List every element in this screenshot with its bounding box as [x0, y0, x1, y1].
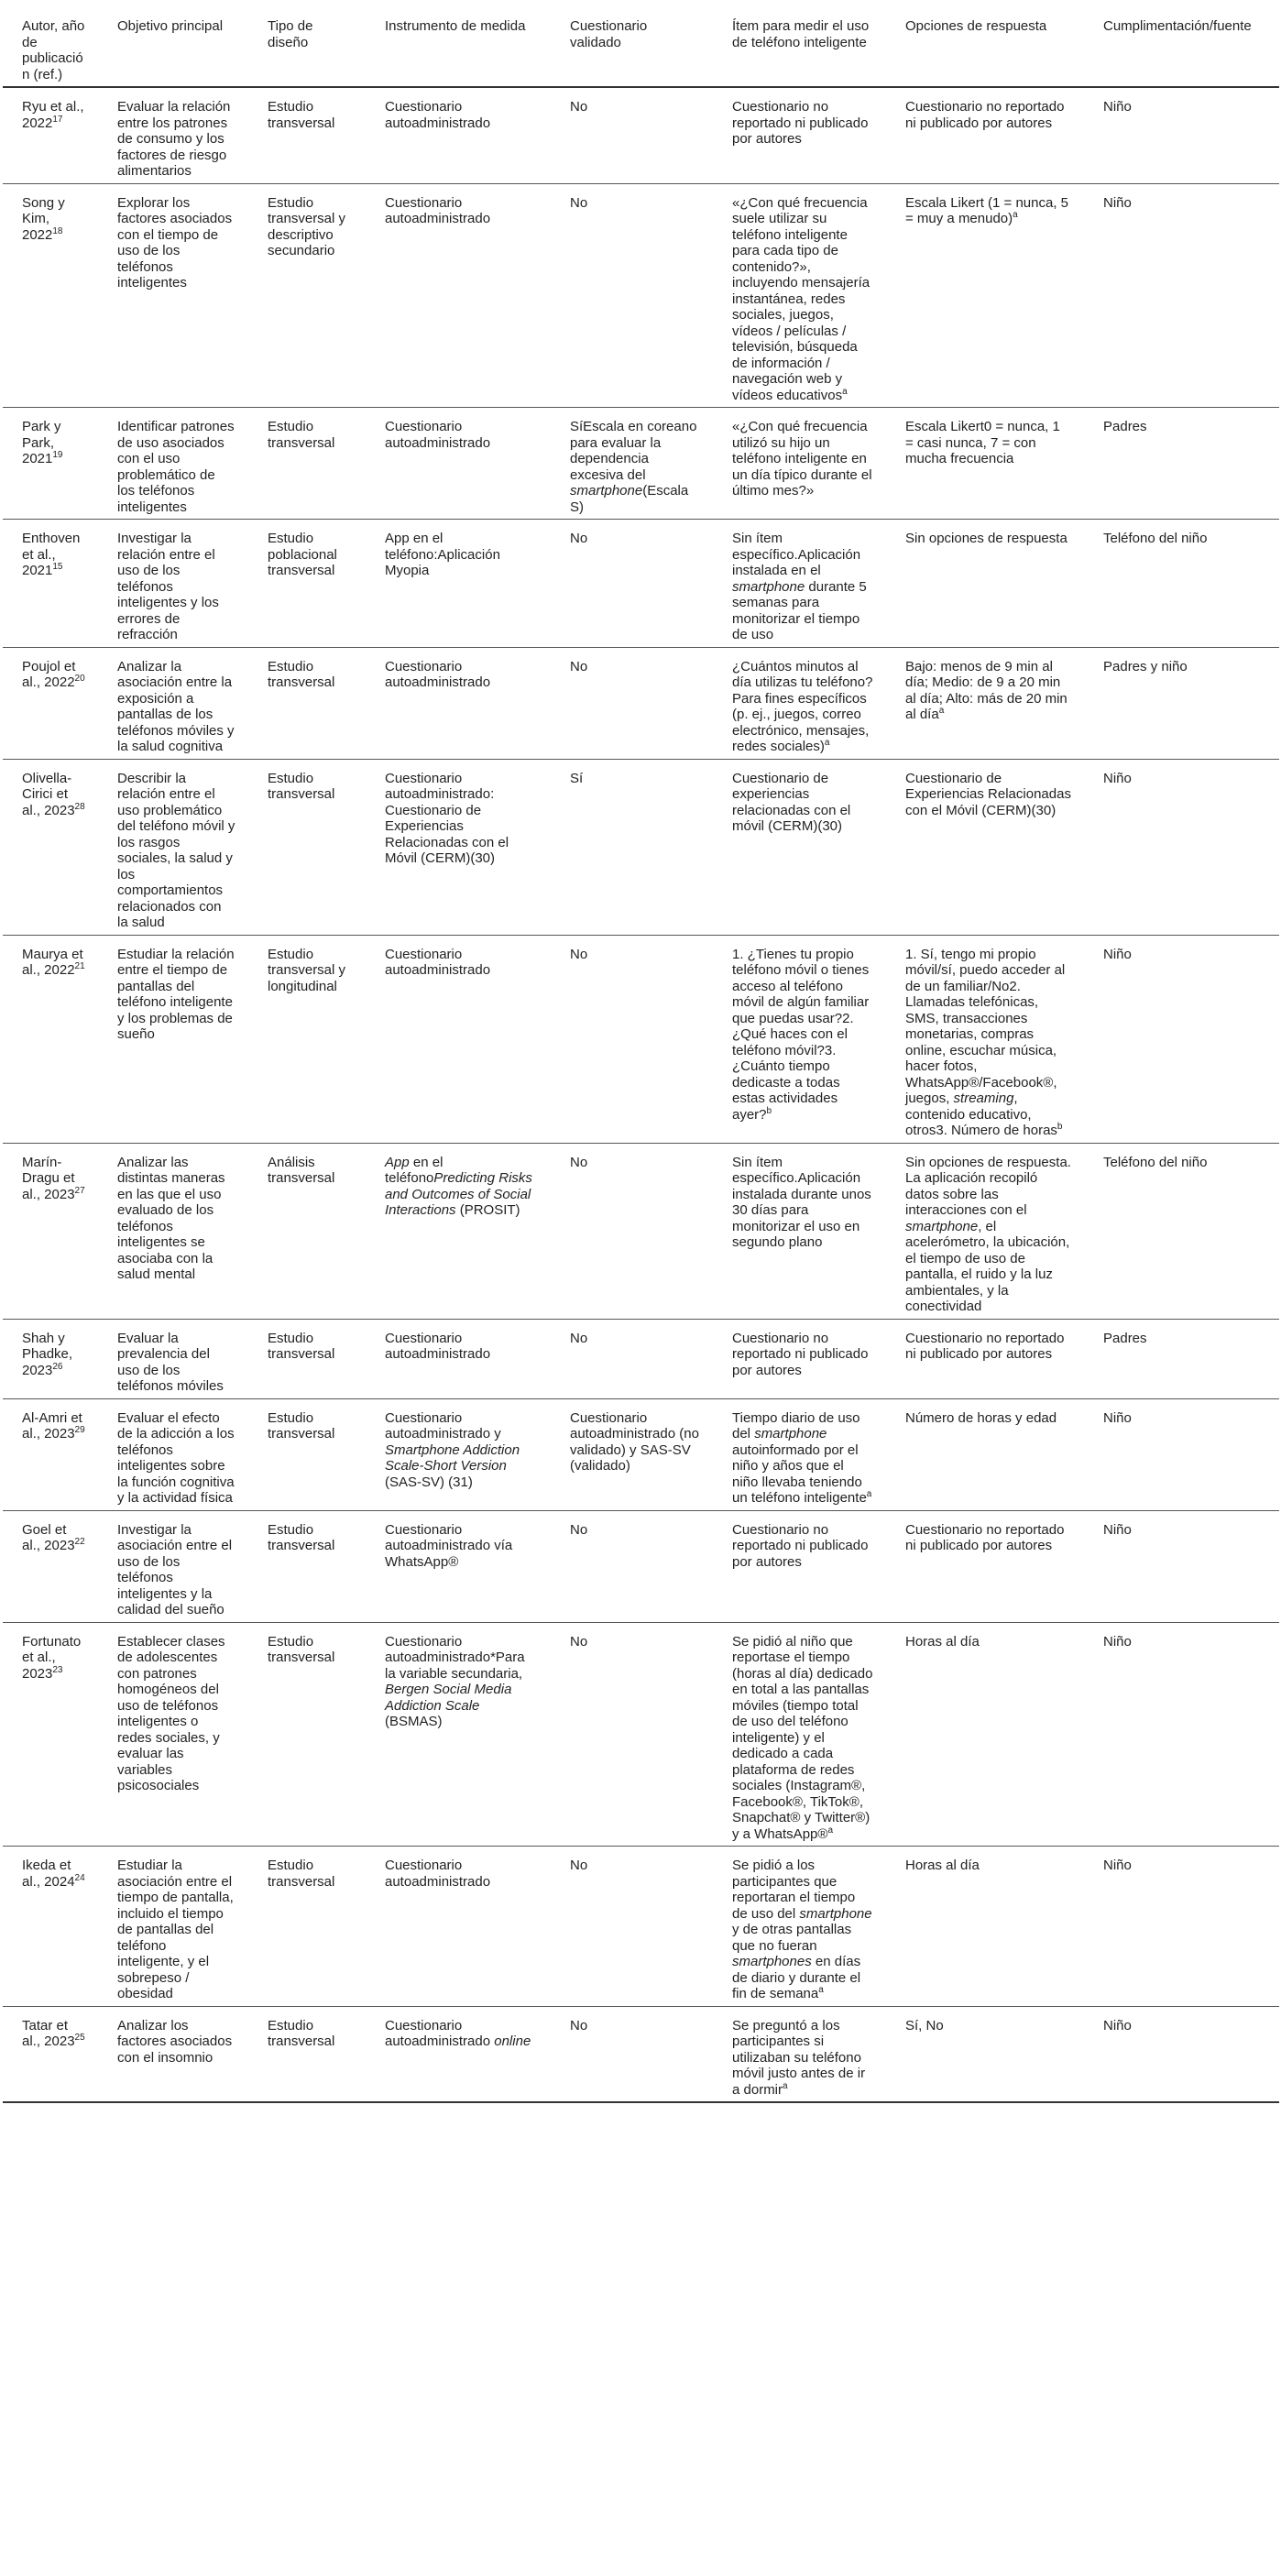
options-text-end: , el acelerómetro, la ubicación, el tiempo de uso de pantalla, el ruido y la luz ambientales, y la conectividad: [905, 1218, 1070, 1314]
cell-options: Número de horas y edad: [905, 1409, 1057, 1426]
options-text: Bajo: menos de 9 min al día; Medio: de 9 a 20 min al día; Alto: más de 20 min al día: [905, 658, 1068, 722]
cell-item: [713, 1847, 886, 2007]
cell-item: [713, 2006, 886, 2102]
cell-author: [3, 1622, 98, 1847]
cell-source: Niño: [1103, 1409, 1132, 1426]
cell-design: Estudio transversal: [268, 1858, 335, 1890]
cell-options: Cuestionario no reportado ni publicado por autores: [905, 99, 1065, 131]
cell-item: [713, 1622, 886, 1847]
cell-options: [886, 1143, 1084, 1319]
cell-instrument: App en el teléfono:Aplicación Myopia: [385, 531, 500, 578]
options-text-end: , contenido educativo, otros3. Número de horas: [905, 1091, 1057, 1138]
options-text: 1. Sí, tengo mi propio móvil/sí, puedo acceder al de un familiar/No2. Llamadas telefónicas, SMS, transacciones monetarias, compras online, escuchar música, hacer fotos, WhatsApp®/Facebook®, juegos,: [905, 946, 1066, 1106]
cell-author: [3, 1319, 98, 1398]
cell-instrument: Cuestionario autoadministrado: [385, 419, 491, 451]
cell-options: Cuestionario no reportado ni publicado por autores: [905, 1521, 1065, 1553]
table-row: [3, 1398, 1279, 1510]
instrument-text-end: (BSMAS): [385, 1714, 443, 1729]
instrument-term: App: [385, 1154, 410, 1170]
cell-objective: Describir la relación entre el uso problemático del teléfono móvil y los rasgos sociales, la salud y los comportamientos relacionados con la salud: [117, 770, 235, 930]
item-text-middle: y de otras pantallas que no fueran: [732, 1922, 852, 1954]
reference-number: 20: [74, 674, 85, 684]
author-text: Ikeda et al., 2024: [22, 1858, 75, 1890]
cell-options: Sí, No: [905, 2017, 944, 2033]
cell-author: [3, 1398, 98, 1510]
reference-number: 25: [74, 2033, 85, 2043]
table-row: [3, 1622, 1279, 1847]
header-row: [3, 4, 1279, 87]
instrument-text: Cuestionario autoadministrado y: [385, 1409, 501, 1441]
author-text: Ryu et al., 2022: [22, 99, 84, 131]
table-body: [3, 87, 1279, 2102]
cell-source: Niño: [1103, 770, 1132, 786]
author-text: Al-Amri et al., 2023: [22, 1409, 82, 1441]
author-text: Song y Kim, 2022: [22, 194, 65, 243]
cell-options: [886, 647, 1084, 759]
validated-text: SíEscala en coreano para evaluar la dependencia excesiva del: [570, 419, 697, 483]
cell-design: Estudio transversal: [268, 1330, 335, 1362]
cell-author: [3, 759, 98, 935]
cell-design: Estudio poblacional transversal: [268, 531, 337, 578]
instrument-text: Cuestionario autoadministrado*Para la variable secundaria,: [385, 1633, 525, 1682]
cell-source: Niño: [1103, 194, 1132, 211]
cell-validated: No: [570, 1633, 588, 1650]
header-validated: Cuestionario validado: [551, 4, 713, 87]
cell-options: Cuestionario no reportado ni publicado por autores: [905, 1330, 1065, 1362]
reference-number: 29: [74, 1425, 85, 1435]
reference-number: 21: [74, 961, 85, 971]
cell-design: Estudio transversal: [268, 1633, 335, 1665]
item-term: smartphone: [732, 578, 805, 595]
cell-source: Niño: [1103, 1858, 1132, 1873]
cell-options: Horas al día: [905, 1633, 980, 1650]
validated-term: smartphone: [570, 483, 643, 499]
header-item: Ítem para medir el uso de teléfono inteligente: [713, 4, 886, 87]
cell-item: [713, 935, 886, 1143]
cell-objective: Investigar la asociación entre el uso de los teléfonos inteligentes y la calidad del sueño: [117, 1521, 233, 1617]
cell-source: Niño: [1103, 946, 1132, 962]
item-term: smartphone: [799, 1905, 872, 1922]
item-text: Se pidió a los participantes que reportaran el tiempo de uso del: [732, 1858, 856, 1922]
cell-design: Estudio transversal: [268, 1409, 335, 1441]
validated-text-end: (Escala S): [570, 483, 689, 515]
header-source: Cumplimentación/fuente: [1084, 4, 1279, 87]
cell-item: Cuestionario no reportado ni publicado por autores: [732, 99, 869, 147]
cell-item: Cuestionario de experiencias relacionadas con el móvil (CERM)(30): [732, 770, 851, 834]
cell-item: Cuestionario no reportado ni publicado por autores: [732, 1330, 869, 1378]
author-text: Marín-Dragu et al., 2023: [22, 1154, 75, 1202]
table-header: [3, 4, 1279, 87]
reference-number: 15: [52, 562, 63, 572]
cell-author: [3, 1847, 98, 2007]
cell-options: Horas al día: [905, 1858, 980, 1873]
cell-item: Sin ítem específico.Aplicación instalada durante unos 30 días para monitorizar el uso en segundo plano: [732, 1154, 871, 1250]
footnote-marker: a: [938, 706, 945, 716]
cell-design: Estudio transversal: [268, 658, 335, 690]
cell-options: Escala Likert0 = nunca, 1 = casi nunca, 7 = con mucha frecuencia: [905, 419, 1060, 466]
studies-table: [3, 4, 1279, 2103]
cell-design: Análisis transversal: [268, 1154, 335, 1186]
cell-source: Niño: [1103, 2017, 1132, 2033]
reference-number: 23: [52, 1664, 63, 1675]
item-text: Se pidió al niño que reportase el tiempo (horas al día) dedicado en total a las pantallas móviles (tiempo total de uso del teléfono inteligente) y el dedicado a cada plataforma de redes sociales (Instagram®, Facebook®, TikTok®, Snapchat® y Twitter®) y a WhatsApp®: [732, 1633, 873, 1842]
table-row: [3, 1143, 1279, 1319]
cell-options: Sin opciones de respuesta: [905, 531, 1068, 546]
author-text: Maurya et al., 2022: [22, 946, 83, 978]
reference-number: 24: [74, 1872, 85, 1883]
footnote-marker: a: [818, 1985, 824, 1995]
cell-validated: No: [570, 531, 588, 546]
cell-options: [886, 183, 1084, 408]
instrument-text-end: (PROSIT): [455, 1202, 520, 1218]
header-design: Tipo de diseño: [248, 4, 366, 87]
cell-item: «¿Con qué frecuencia utilizó su hijo un teléfono inteligente en un día típico durante el último mes?»: [732, 419, 872, 499]
cell-validated: No: [570, 1330, 588, 1346]
cell-objective: Analizar la asociación entre la exposición a pantallas de los teléfonos móviles y la salud cognitiva: [117, 658, 235, 754]
cell-instrument: Cuestionario autoadministrado: [385, 194, 491, 226]
cell-item: [713, 520, 886, 648]
cell-author: [3, 1143, 98, 1319]
cell-options: Cuestionario de Experiencias Relacionadas con el Móvil (CERM)(30): [905, 770, 1071, 818]
cell-validated: No: [570, 1521, 588, 1538]
footnote-marker: a: [783, 2080, 788, 2091]
cell-author: [3, 1510, 98, 1622]
instrument-text: Cuestionario autoadministrado: [385, 2017, 495, 2049]
table-row: [3, 759, 1279, 935]
header-objective: Objetivo principal: [98, 4, 248, 87]
cell-instrument: Cuestionario autoadministrado: [385, 658, 491, 690]
cell-validated: No: [570, 658, 588, 674]
cell-source: Niño: [1103, 1521, 1132, 1538]
item-text: Se preguntó a los participantes si utilizaban su teléfono móvil justo antes de ir a dormir: [732, 2017, 866, 2098]
cell-validated: No: [570, 99, 588, 115]
cell-design: Estudio transversal: [268, 99, 335, 131]
cell-objective: Investigar la relación entre el uso de los teléfonos inteligentes y los errores de refracción: [117, 531, 219, 642]
cell-validated: Cuestionario autoadministrado (no validado) y SAS-SV (validado): [570, 1409, 699, 1474]
table-row: [3, 520, 1279, 648]
cell-instrument: [366, 2006, 551, 2102]
instrument-text-end: (SAS-SV) (31): [385, 1474, 473, 1490]
table-row: [3, 1510, 1279, 1622]
instrument-scale-name: Bergen Social Media Addiction Scale: [385, 1682, 512, 1714]
footnote-marker: b: [766, 1105, 772, 1116]
author-text: Goel et al., 2023: [22, 1521, 75, 1553]
cell-objective: Analizar los factores asociados con el insomnio: [117, 2017, 233, 2066]
reference-number: 27: [74, 1185, 85, 1196]
reference-number: 19: [52, 450, 63, 460]
cell-instrument: Cuestionario autoadministrado: Cuestionario de Experiencias Relacionadas con el Móvil (CERM)(30): [385, 770, 509, 866]
cell-objective: Establecer clases de adolescentes con patrones homogéneos del uso de teléfonos inteligentes o redes sociales, y evaluar las variables psicosociales: [117, 1633, 225, 1793]
footnote-marker: a: [827, 1825, 833, 1836]
reference-number: 22: [74, 1537, 85, 1547]
item-text-end: en días de diario y durante el fin de semana: [732, 1954, 861, 2001]
cell-item: Cuestionario no reportado ni publicado por autores: [732, 1521, 869, 1570]
cell-objective: Estudiar la asociación entre el tiempo de pantalla, incluido el tiempo de pantallas del teléfono inteligente, y el sobrepeso / obesidad: [117, 1858, 234, 2001]
instrument-term: online: [494, 2033, 531, 2049]
cell-objective: Evaluar la prevalencia del uso de los teléfonos móviles: [117, 1330, 224, 1394]
cell-author: [3, 935, 98, 1143]
instrument-text: en el teléfono: [385, 1154, 443, 1186]
cell-author: [3, 520, 98, 648]
options-text: Sin opciones de respuesta. La aplicación recopiló datos sobre las interacciones con el: [905, 1154, 1071, 1218]
cell-source: Niño: [1103, 1633, 1132, 1650]
cell-validated: No: [570, 1154, 588, 1170]
reference-number: 17: [52, 114, 63, 125]
cell-author: [3, 87, 98, 183]
cell-objective: Estudiar la relación entre el tiempo de pantallas del teléfono inteligente y los problemas de sueño: [117, 946, 235, 1042]
cell-validated: Sí: [570, 770, 584, 786]
table-row: [3, 87, 1279, 183]
item-text-end: durante 5 semanas para monitorizar el tiempo de uso: [732, 578, 867, 642]
cell-objective: Analizar las distintas maneras en las que el uso evaluado de los teléfonos inteligentes se asociaba con la salud mental: [117, 1154, 225, 1282]
author-text: Tatar et al., 2023: [22, 2017, 75, 2049]
item-text: ¿Cuántos minutos al día utilizas tu teléfono? Para fines específicos (p. ej., juegos, correo electrónico, mensajes, redes sociales): [732, 658, 873, 754]
cell-source: Teléfono del niño: [1103, 531, 1208, 546]
cell-validated: No: [570, 194, 588, 211]
cell-instrument: Cuestionario autoadministrado vía WhatsApp®: [385, 1521, 513, 1570]
cell-design: Estudio transversal y descriptivo secundario: [268, 194, 346, 258]
footnote-marker: b: [1057, 1122, 1063, 1132]
cell-instrument: [366, 1398, 551, 1510]
author-text: Olivella-Cirici et al., 2023: [22, 770, 75, 818]
table-row: [3, 1319, 1279, 1398]
options-term: smartphone: [905, 1218, 979, 1234]
cell-instrument: Cuestionario autoadministrado: [385, 99, 491, 131]
cell-source: Padres y niño: [1103, 658, 1188, 674]
reference-number: 26: [52, 1361, 63, 1372]
table-row: [3, 647, 1279, 759]
cell-source: Teléfono del niño: [1103, 1154, 1208, 1170]
cell-validated: No: [570, 1858, 588, 1873]
item-term-plural: smartphones: [732, 1954, 812, 1969]
reference-number: 28: [74, 801, 85, 812]
item-text: Sin ítem específico.Aplicación instalada en el: [732, 531, 861, 578]
cell-author: [3, 408, 98, 520]
cell-validated: [551, 408, 713, 520]
cell-validated: No: [570, 946, 588, 962]
item-text: «¿Con qué frecuencia suele utilizar su teléfono inteligente para cada tipo de contenido?», incluyendo mensajería instantánea, redes sociales, juegos, vídeos / películas / televisión, búsqueda de información / navegación web y vídeos educativos: [732, 194, 870, 403]
table-row: [3, 935, 1279, 1143]
author-text: Poujol et al., 2022: [22, 658, 76, 690]
header-author: Autor, año de publicación (ref.): [3, 4, 98, 87]
item-term: smartphone: [754, 1426, 827, 1441]
cell-options: [886, 935, 1084, 1143]
cell-design: Estudio transversal y longitudinal: [268, 946, 346, 994]
cell-instrument: Cuestionario autoadministrado: [385, 1858, 491, 1890]
cell-objective: Evaluar la relación entre los patrones de consumo y los factores de riesgo alimentarios: [117, 99, 231, 179]
header-options: Opciones de respuesta: [886, 4, 1084, 87]
options-text: Escala Likert (1 = nunca, 5 = muy a menudo): [905, 194, 1069, 226]
table-row: [3, 1847, 1279, 2007]
instrument-scale-name: Predicting Risks and Outcomes of Social Interactions: [385, 1170, 532, 1218]
item-text-end: autoinformado por el niño y años que el niño llevaba teniendo un teléfono inteligente: [732, 1441, 867, 1506]
cell-instrument: [366, 1143, 551, 1319]
cell-item: [713, 647, 886, 759]
reference-number: 18: [52, 225, 63, 236]
item-text: 1. ¿Tienes tu propio teléfono móvil o tienes acceso al teléfono móvil de algún familiar que puedas usar?2. ¿Qué haces con el teléfono móvil?3. ¿Cuánto tiempo dedicaste a todas estas actividades ayer?: [732, 946, 870, 1123]
cell-author: [3, 183, 98, 408]
cell-source: Niño: [1103, 99, 1132, 115]
footnote-marker: a: [842, 386, 848, 397]
cell-objective: Explorar los factores asociados con el tiempo de uso de los teléfonos inteligentes: [117, 194, 233, 290]
cell-design: Estudio transversal: [268, 1521, 335, 1553]
table-row: [3, 2006, 1279, 2102]
cell-author: [3, 2006, 98, 2102]
item-text: Tiempo diario de uso del: [732, 1409, 860, 1441]
author-text: Fortunato et al., 2023: [22, 1633, 82, 1682]
cell-item: [713, 183, 886, 408]
instrument-scale-name: Smartphone Addiction Scale-Short Version: [385, 1441, 520, 1474]
header-instrument: Instrumento de medida: [366, 4, 551, 87]
cell-instrument: Cuestionario autoadministrado: [385, 946, 491, 978]
cell-author: [3, 647, 98, 759]
cell-instrument: Cuestionario autoadministrado: [385, 1330, 491, 1362]
table-row: [3, 183, 1279, 408]
cell-item: [713, 1398, 886, 1510]
cell-source: Padres: [1103, 1330, 1147, 1346]
footnote-marker: a: [866, 1489, 872, 1499]
author-text: Shah y Phadke, 2023: [22, 1330, 73, 1378]
footnote-marker: a: [1013, 210, 1018, 220]
cell-instrument: [366, 1622, 551, 1847]
table-row: [3, 408, 1279, 520]
options-term: streaming: [953, 1091, 1014, 1106]
cell-source: Padres: [1103, 419, 1147, 434]
cell-objective: Evaluar el efecto de la adicción a los teléfonos inteligentes sobre la función cognitiva y la actividad física: [117, 1409, 235, 1506]
author-text: Park y Park, 2021: [22, 419, 61, 466]
cell-design: Estudio transversal: [268, 2017, 335, 2049]
author-text: Enthoven et al., 2021: [22, 531, 81, 578]
cell-design: Estudio transversal: [268, 419, 335, 451]
cell-objective: Identificar patrones de uso asociados con el uso problemático de los teléfonos inteligentes: [117, 419, 235, 515]
cell-validated: No: [570, 2017, 588, 2033]
cell-design: Estudio transversal: [268, 770, 335, 802]
footnote-marker: a: [824, 738, 830, 748]
